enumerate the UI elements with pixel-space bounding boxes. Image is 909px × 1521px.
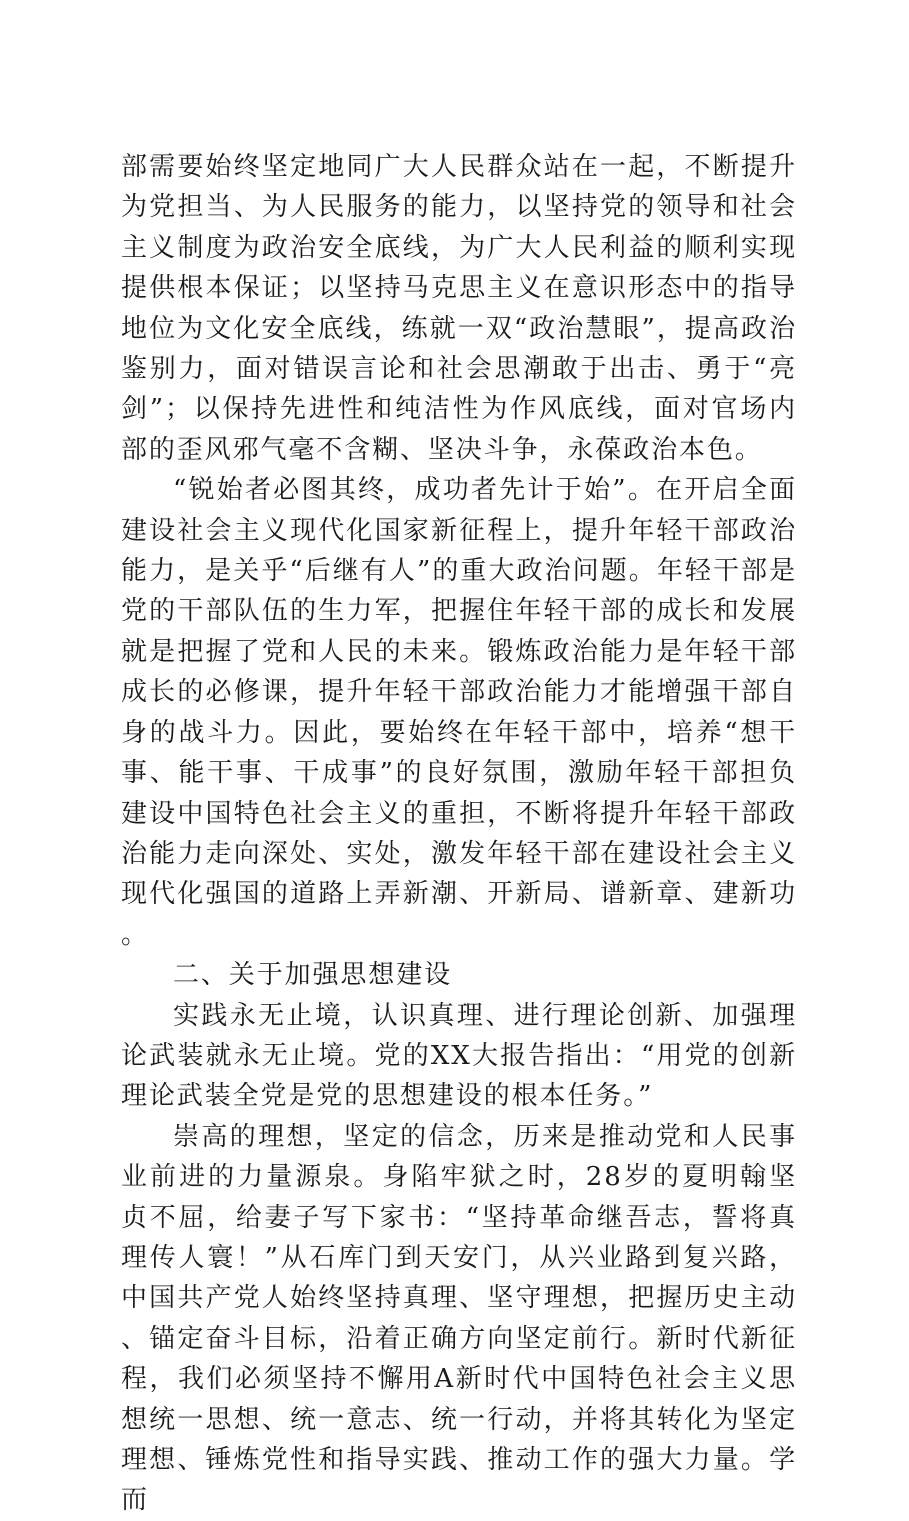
paragraph-ideals-beliefs: 崇高的理想，坚定的信念，历来是推动党和人民事业前进的力量源泉。身陷牢狱之时，28岁的夏明翰坚贞不屈，给妻子写下家书：“坚持革命继吾志，誓将真理传人寰！”从石库门到天安门，从兴业路到复兴路，中国共产党人始终坚持真理、坚守理想，把握历史主动、锚定奋斗目标，沿着正确方向坚定前行。新时代新征程，我们必须坚持不懈用A新时代中国特色社会主义思想统一思想、统一意志、统一行动，并将其转化为坚定理想、锤炼党性和指导实践、推动工作的强大力量。学而 [121,1121,797,1516]
section-heading-ideology: 二、关于加强思想建设 [173,960,453,991]
paragraph-young-cadres: “锐始者必图其终，成功者先计于始”。在开启全面建设社会主义现代化国家新征程上，提升年轻干部政治能力，是关乎“后继有人”的重大政治问题。年轻干部是党的干部队伍的生力军，把握住年轻干部的成长和发展就是把握了党和人民的未来。锻炼政治能力是年轻干部成长的必修课，提升年轻干部政治能力才能增强干部自身的战斗力。因此，要始终在年轻干部中，培养“想干事、能干事、干成事”的良好氛围，激励年轻干部担负建设中国特色社会主义的重担，不断将提升年轻干部政治能力走向深处、实处，激发年轻干部在建设社会主义现代化强国的道路上弄新潮、开新局、谱新章、建新功。 [121,475,797,950]
document-body [121,147,797,1521]
paragraph-theory-armament: 实践永无止境，认识真理、进行理论创新、加强理论武装就永无止境。党的XX大报告指出：“用党的创新理论武装全党是党的思想建设的根本任务。” [121,1000,797,1112]
paragraph-political-bottom-line: 部需要始终坚定地同广大人民群众站在一起，不断提升为党担当、为人民服务的能力，以坚持党的领导和社会主义制度为政治安全底线，为广大人民利益的顺利实现提供根本保证；以坚持马克思主义在意识形态中的指导地位为文化安全底线，练就一双“政治慧眼”，提高政治鉴别力，面对错误言论和社会思潮敢于出击、勇于“亮剑”；以保持先进性和纯洁性为作风底线，面对官场内部的歪风邪气毫不含糊、坚决斗争，永葆政治本色。 [121,152,797,465]
